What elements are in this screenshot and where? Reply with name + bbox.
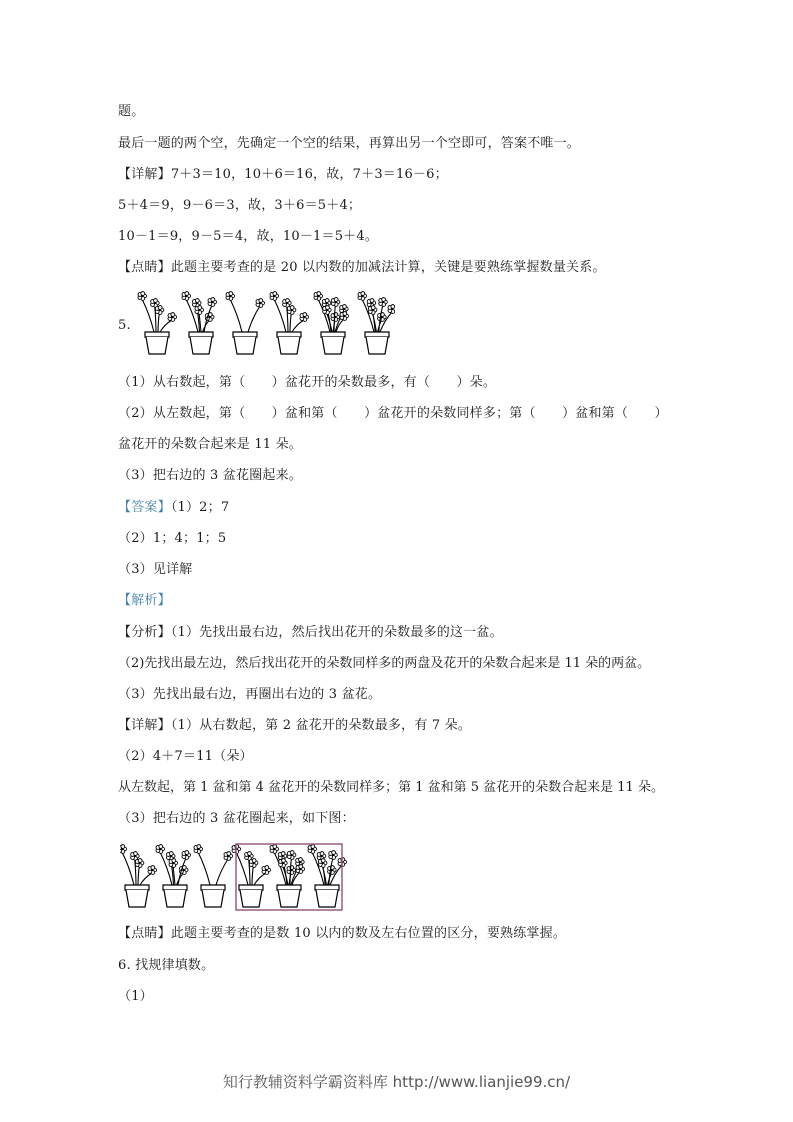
answer-line: 【答案】（1）2；7 <box>118 500 230 515</box>
fenxi-tag: 【分析】 <box>118 625 171 640</box>
sub-question-2-cont: 盆花开的朵数合起来是 11 朵。 <box>118 437 303 452</box>
footer-watermark: 知行教辅资料学霸资料库 http://www.lianjie99.cn/ <box>222 1073 571 1091</box>
detail-line: 从左数起，第 1 盆和第 4 盆花开的朵数同样多；第 1 盆和第 5 盆花开的朵数合起来是 11 朵。 <box>118 780 664 795</box>
dianjing-tag: 【点睛】 <box>118 926 171 941</box>
text-line: 5＋4＝9，9－6＝3，故，3＋6＝5＋4； <box>118 198 362 213</box>
sub-question-1: （1）从右数起，第（ ）盆花开的朵数最多，有（ ）朵。 <box>118 375 497 390</box>
dianjing-tag: 【点睛】 <box>118 260 171 275</box>
sub-question-2: （2）从左数起，第（ ）盆和第（ ）盆花开的朵数同样多；第（ ）盆和第（ ） <box>118 406 668 421</box>
circled-flower-pots-image <box>120 843 355 911</box>
detail-line: （2）4＋7＝11（朵） <box>118 749 253 764</box>
answer-line: （3）见详解 <box>118 562 193 577</box>
detail-tag: 【详解】 <box>118 167 171 182</box>
flower-pots-image <box>135 290 395 358</box>
text-line: 10－1＝9，9－5＝4，故，10－1＝5＋4。 <box>118 229 379 244</box>
detail-tag: 【详解】 <box>118 718 171 733</box>
question-6-title: 6. 找规律填数。 <box>118 958 215 973</box>
answer-tag: 【答案】 <box>118 500 171 515</box>
dianjing-line: 【点睛】此题主要考查的是数 10 以内的数及左右位置的区分，要熟练掌握。 <box>118 926 567 941</box>
answer-line: （2）1；4；1；5 <box>118 531 227 546</box>
fenxi-line: 【分析】（1）先找出最右边，然后找出花开的朵数最多的这一盆。 <box>118 625 503 640</box>
text-line: 最后一题的两个空，先确定一个空的结果，再算出另一个空即可，答案不唯一。 <box>118 136 581 151</box>
analysis-tag: 【解析】 <box>118 593 171 608</box>
text-line: 题。 <box>118 104 145 119</box>
detail-line: 【详解】（1）从右数起，第 2 盆花开的朵数最多，有 7 朵。 <box>118 718 472 733</box>
detail-line: （3）把右边的 3 盆花圈起来，如下图： <box>118 811 355 826</box>
question-6-sub1: （1） <box>118 989 153 1004</box>
fenxi-line: （3）先找出最右边，再圈出右边的 3 盆花。 <box>118 687 382 702</box>
dianjing-line: 【点睛】此题主要考查的是 20 以内数的加减法计算，关键是要熟练掌握数量关系。 <box>118 260 606 275</box>
detail-line: 【详解】7＋3＝10，10＋6＝16，故，7＋3＝16－6； <box>118 167 448 182</box>
fenxi-line: （2)先找出最左边，然后找出花开的朵数同样多的两盘及花开的朵数合起来是 11 朵的两盆。 <box>118 656 651 671</box>
sub-question-3: （3）把右边的 3 盆花圈起来。 <box>118 468 303 483</box>
question-number: 5. <box>118 318 131 333</box>
